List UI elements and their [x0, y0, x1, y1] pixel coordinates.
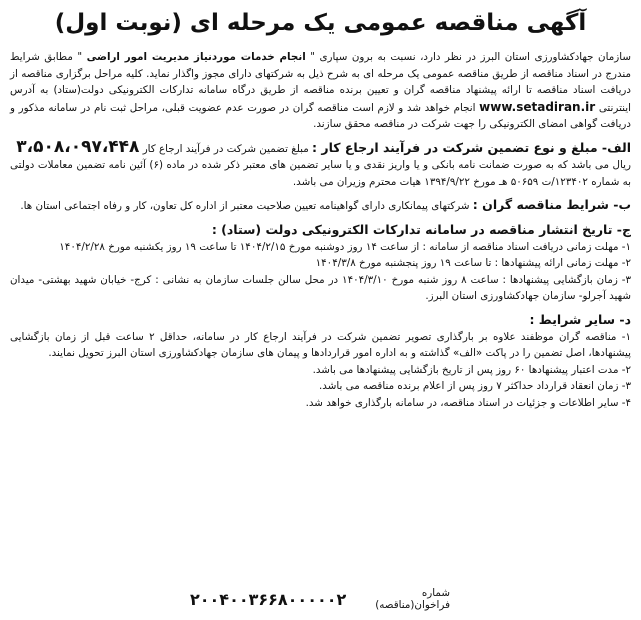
intro-text-1: سازمان جهادکشاورزی استان البرز در نظر دارد، نسبت به برون سپاری " — [305, 51, 631, 63]
tender-number: ۲۰۰۴۰۰۳۶۶۸۰۰۰۰۰۲ — [190, 589, 347, 609]
section-b-body: شرکتهای پیمانکاری دارای گواهینامه تعیین صلاحیت معتبر از اداره کل تعاون، کار و رفاه اجتماعی استان ها. — [20, 200, 473, 212]
intro-text-3: انجام خواهد شد و لازم است مناقصه گران در صورت عدم عضویت قبلی، مراحل ثبت نام در سامانه مذکور و دریافت گواهی امضای الکترونیکی را جهت شرکت در مناقصه محقق سازند. — [10, 101, 631, 130]
website-link[interactable]: www.setadiran.ir — [479, 99, 596, 114]
section-d-heading: د- سایر شرایط : — [529, 311, 631, 327]
notice-title: آگهی مناقصه عمومی یک مرحله ای (نوبت اول) — [54, 10, 587, 36]
section-c-item: ۳- زمان بازگشایی پیشنهادها : ساعت ۸ روز شنبه مورخ ۱۴۰۴/۳/۱۰ در محل سالن جلسات سازمان به نشانی : کرج- خیابان شهید بهشتی- میدان شهید آجرلو- سازمان جهادکشاورزی استان البرز. — [10, 273, 632, 302]
guarantee-amount: ۳،۵۰۸،۰۹۷،۴۴۸ — [16, 136, 140, 157]
tender-number-row — [190, 585, 450, 613]
intro-text-2: " مطابق شرایط مندرج در اسناد مناقصه از طریق مناقصه عمومی یک مرحله ای به شرح ذیل به شرکتهای دارای مجوز واگذار نماید. کلیه مراحل برگزاری مناقصه از دریافت اسناد مناقصه تا ارائه پیشنهاد مناقصه گران و تعیین برنده مناقصه از طریق درگاه سامانه تدارکات الکترونیکی دولت(ستاد) به آدرس اینترنتی — [10, 51, 632, 114]
section-a — [10, 138, 631, 158]
section-d-item: ۳- زمان انعقاد قرارداد حداکثر ۷ روز پس از اعلام برنده مناقصه می باشد. — [319, 380, 631, 392]
section-b — [10, 195, 631, 215]
section-d-item: ۲- مدت اعتبار پیشنهادها ۶۰ روز پس از تاریخ بازگشایی پیشنهادها می باشد. — [312, 363, 631, 376]
section-d-item: ۴- سایر اطلاعات و جزئیات در اسناد مناقصه، در سامانه بارگذاری خواهد شد. — [305, 396, 631, 409]
section-c-heading: ج- تاریخ انتشار مناقصه در سامانه تدارکات الکترونیکی دولت (ستاد) : — [211, 221, 631, 237]
section-d-item: ۱- مناقصه گران موظفند علاوه بر بارگذاری تصویر تضمین شرکت در فرآیند ارجاع کار در سامانه، حداقل ۲ ساعت قبل از زمان بازگشایی پیشنهادها، اصل تضمین را در پاکت «الف» گذاشته و به اداره امور قراردادها و پیمان های سازمان جهادکشاورزی استان البرز تحویل نمایند. — [10, 330, 631, 359]
tender-number-label: شماره فراخوان(مناقصه) — [375, 587, 450, 611]
intro-paragraph — [10, 49, 631, 133]
section-a-lead: مبلغ تضمین شرکت در فرآیند ارجاع کار — [139, 142, 313, 155]
section-c-item: ۱- مهلت زمانی دریافت اسناد مناقصه از سامانه : از ساعت ۱۴ روز دوشنبه مورخ ۱۴۰۴/۲/۱۵ تا ساعت ۱۹ روز یکشنبه مورخ ۱۴۰۴/۲/۲۸ — [59, 240, 631, 253]
section-c-item: ۲- مهلت زمانی ارائه پیشنهادها : تا ساعت ۱۹ روز پنجشنبه مورخ ۱۴۰۴/۳/۸ — [315, 257, 631, 269]
section-a-heading: الف- مبلغ و نوع تضمین شرکت در فرآیند ارجاع کار : — [312, 139, 631, 155]
section-a-body: ریال می باشد که به صورت ضمانت نامه بانکی و یا واریز نقدی و یا سایر تضمین های معتبر ذکر شده در ماده (۶) آئین نامه تضمین معاملات دولتی به شماره ۱۲۳۴۰۲/ت ۵۰۶۵۹ هـ مورخ ۱۳۹۴/۹/۲۲ هیات محترم وزیران می باشد. — [10, 159, 631, 188]
intro-subject: انجام خدمات موردنیاز مدیریت امور اراضی — [86, 51, 306, 63]
section-b-heading: ب- شرایط مناقصه گران : — [472, 197, 631, 212]
